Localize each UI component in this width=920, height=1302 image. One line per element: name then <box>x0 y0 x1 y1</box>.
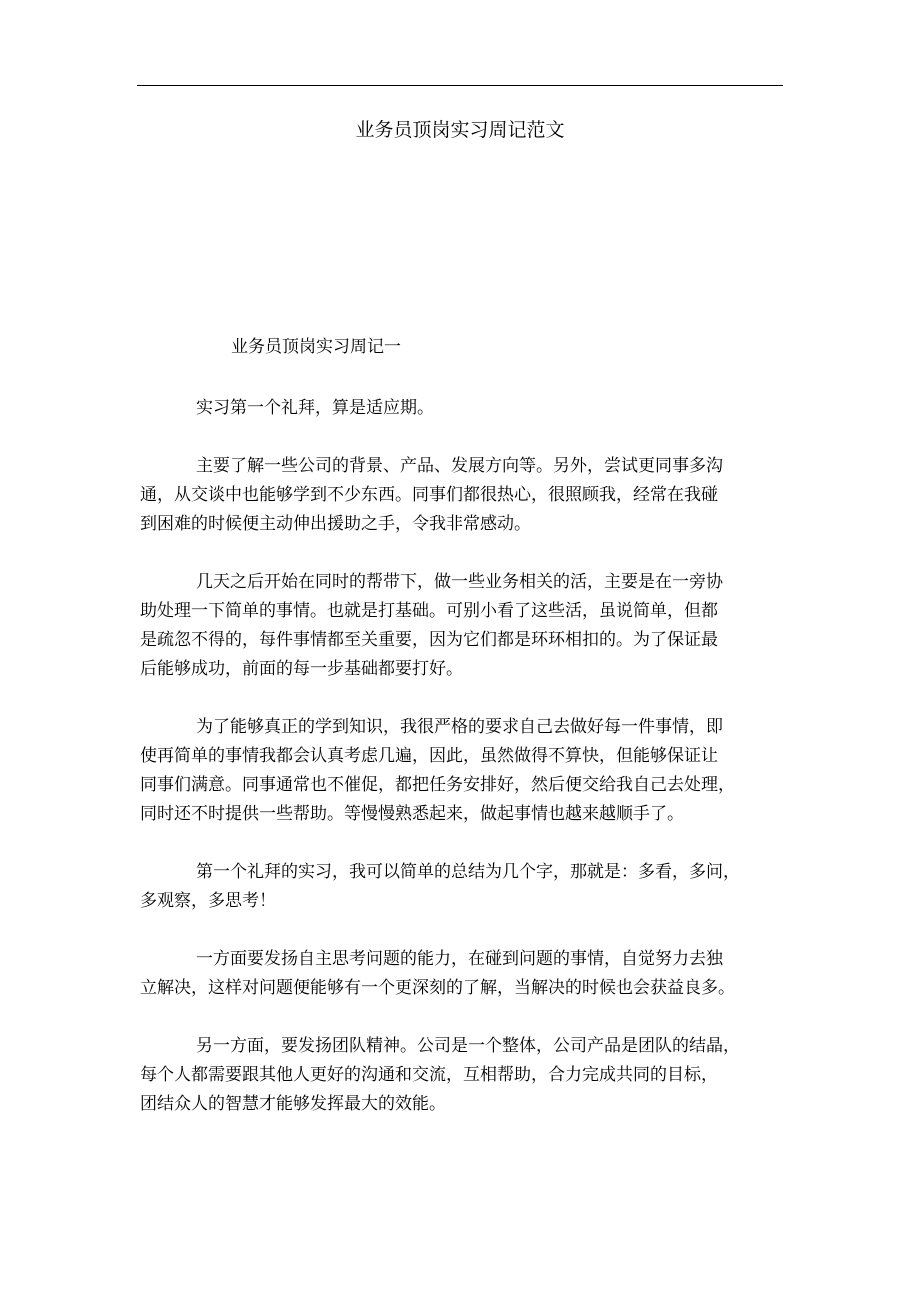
paragraph-line: 团结众人的智慧才能够发挥最大的效能。 <box>140 1094 446 1114</box>
paragraph-line: 一方面要发扬自主思考问题的能力，在碰到问题的事情，自觉努力去独 <box>196 949 723 969</box>
paragraph-line: 立解决，这样对问题便能够有一个更深刻的了解，当解决的时候也会获益良多。 <box>140 978 735 998</box>
paragraph-line: 多观察，多思考！ <box>140 891 276 911</box>
paragraph-line: 后能够成功，前面的每一步基础都要打好。 <box>140 659 463 679</box>
section-heading: 业务员顶岗实习周记一 <box>231 337 401 357</box>
paragraph-line: 助处理一下简单的事情。也就是打基础。可别小看了这些活，虽说简单，但都 <box>140 601 718 621</box>
paragraph-line: 使再简单的事情我都会认真考虑几遍，因此，虽然做得不算快，但能够保证让 <box>140 746 718 766</box>
paragraph-line: 是疏忽不得的，每件事情都至关重要，因为它们都是环环相扣的。为了保证最 <box>140 630 718 650</box>
paragraph-1 <box>140 394 780 423</box>
header-rule <box>137 85 783 86</box>
document-body <box>140 394 780 1148</box>
document-title: 业务员顶岗实习周记范文 <box>355 119 565 141</box>
paragraph-4 <box>140 713 780 829</box>
paragraph-line: 第一个礼拜的实习，我可以简单的总结为几个字，那就是：多看，多问， <box>196 862 740 882</box>
paragraph-5 <box>140 858 780 916</box>
paragraph-line: 通，从交谈中也能够学到不少东西。同事们都很热心，很照顾我，经常在我碰 <box>140 485 718 505</box>
paragraph-line: 为了能够真正的学到知识，我很严格的要求自己去做好每一件事情，即 <box>196 717 723 737</box>
paragraph-line: 几天之后开始在同时的帮带下，做一些业务相关的活，主要是在一旁协 <box>196 572 723 592</box>
paragraph-line: 同事们满意。同事通常也不催促，都把任务安排好，然后便交给我自己去处理， <box>140 775 735 795</box>
paragraph-3 <box>140 568 780 684</box>
paragraph-7 <box>140 1032 780 1119</box>
paragraph-line: 主要了解一些公司的背景、产品、发展方向等。另外，尝试更同事多沟 <box>196 456 723 476</box>
paragraph-line: 实习第一个礼拜，算是适应期。 <box>196 398 434 418</box>
paragraph-line: 到困难的时候便主动伸出援助之手，令我非常感动。 <box>140 514 531 534</box>
paragraph-line: 同时还不时提供一些帮助。等慢慢熟悉起来，做起事情也越来越顺手了。 <box>140 804 684 824</box>
paragraph-6 <box>140 945 780 1003</box>
paragraph-2 <box>140 452 780 539</box>
paragraph-line: 每个人都需要跟其他人更好的沟通和交流，互相帮助，合力完成共同的目标， <box>140 1065 718 1085</box>
paragraph-line: 另一方面，要发扬团队精神。公司是一个整体，公司产品是团队的结晶， <box>196 1036 740 1056</box>
